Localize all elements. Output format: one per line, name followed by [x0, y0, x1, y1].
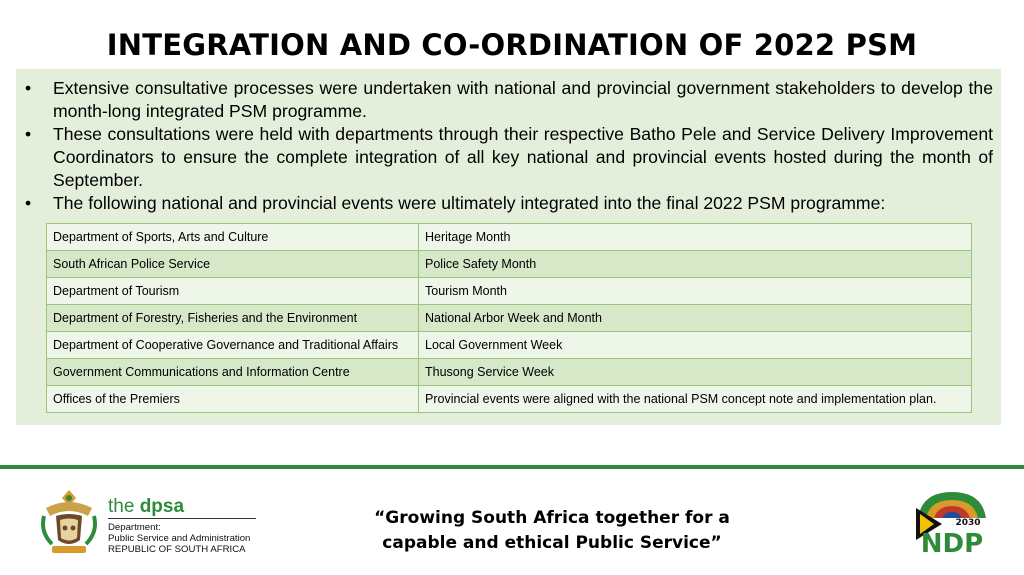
- bullet-item: [23, 77, 993, 123]
- table-row: [47, 251, 972, 278]
- table-row: [47, 359, 972, 386]
- bullet-dot: •: [25, 78, 32, 98]
- slide-title: INTEGRATION AND CO-ORDINATION OF 2022 PSM: [106, 28, 918, 62]
- dpsa-the: the: [108, 496, 140, 517]
- dpsa-department-block: [108, 522, 250, 555]
- bullet-item: [23, 123, 993, 192]
- footer-divider: [0, 465, 1024, 469]
- department-cell: South African Police Service: [47, 251, 419, 278]
- department-cell: Government Communications and Information Centre: [47, 359, 419, 386]
- department-cell: Offices of the Premiers: [47, 386, 419, 413]
- bullet-list: [23, 77, 993, 215]
- table-row: [47, 224, 972, 251]
- tagline-line1: “Growing South Africa together for a: [374, 508, 730, 528]
- tagline: [372, 506, 732, 556]
- ndp-year: 2030: [955, 518, 981, 528]
- ndp-2030-logo-icon: [912, 488, 992, 558]
- tagline-line2: capable and ethical Public Service”: [382, 533, 722, 553]
- table-row: [47, 305, 972, 332]
- event-cell: Local Government Week: [419, 332, 972, 359]
- dpsa-line1: Department:: [108, 522, 161, 533]
- event-cell: Provincial events were aligned with the national PSM concept note and implementation plan.: [419, 386, 972, 413]
- events-table: [46, 223, 972, 413]
- event-cell: Police Safety Month: [419, 251, 972, 278]
- dpsa-logo-text: [108, 496, 184, 518]
- department-cell: Department of Forestry, Fisheries and the Environment: [47, 305, 419, 332]
- bullet-dot: •: [25, 193, 32, 213]
- bullet-item: [23, 192, 993, 215]
- event-cell: Thusong Service Week: [419, 359, 972, 386]
- bullet-text: The following national and provincial events were ultimately integrated into the final 2022 PSM programme:: [53, 193, 886, 213]
- coat-of-arms-icon: [38, 486, 100, 556]
- bullet-text: Extensive consultative processes were undertaken with national and provincial government stakeholders to develop the month-long integrated PSM programme.: [53, 78, 993, 121]
- event-cell: Heritage Month: [419, 224, 972, 251]
- dpsa-name: dpsa: [139, 496, 185, 517]
- department-cell: Department of Cooperative Governance and Traditional Affairs: [47, 332, 419, 359]
- event-cell: Tourism Month: [419, 278, 972, 305]
- bullet-dot: •: [25, 124, 32, 144]
- bullet-text: These consultations were held with departments through their respective Batho Pele and Service Delivery Improvement Coordinators to ensure the complete integration of all key national and provincial events hosted during the month of September.: [53, 124, 993, 190]
- dpsa-underline: [108, 518, 256, 519]
- table-row: [47, 386, 972, 413]
- department-cell: Department of Sports, Arts and Culture: [47, 224, 419, 251]
- department-cell: Department of Tourism: [47, 278, 419, 305]
- dpsa-line3: REPUBLIC OF SOUTH AFRICA: [108, 544, 246, 555]
- dpsa-line2: Public Service and Administration: [108, 533, 251, 544]
- ndp-text: NDP: [920, 529, 984, 558]
- table-row: [47, 278, 972, 305]
- event-cell: National Arbor Week and Month: [419, 305, 972, 332]
- table-row: [47, 332, 972, 359]
